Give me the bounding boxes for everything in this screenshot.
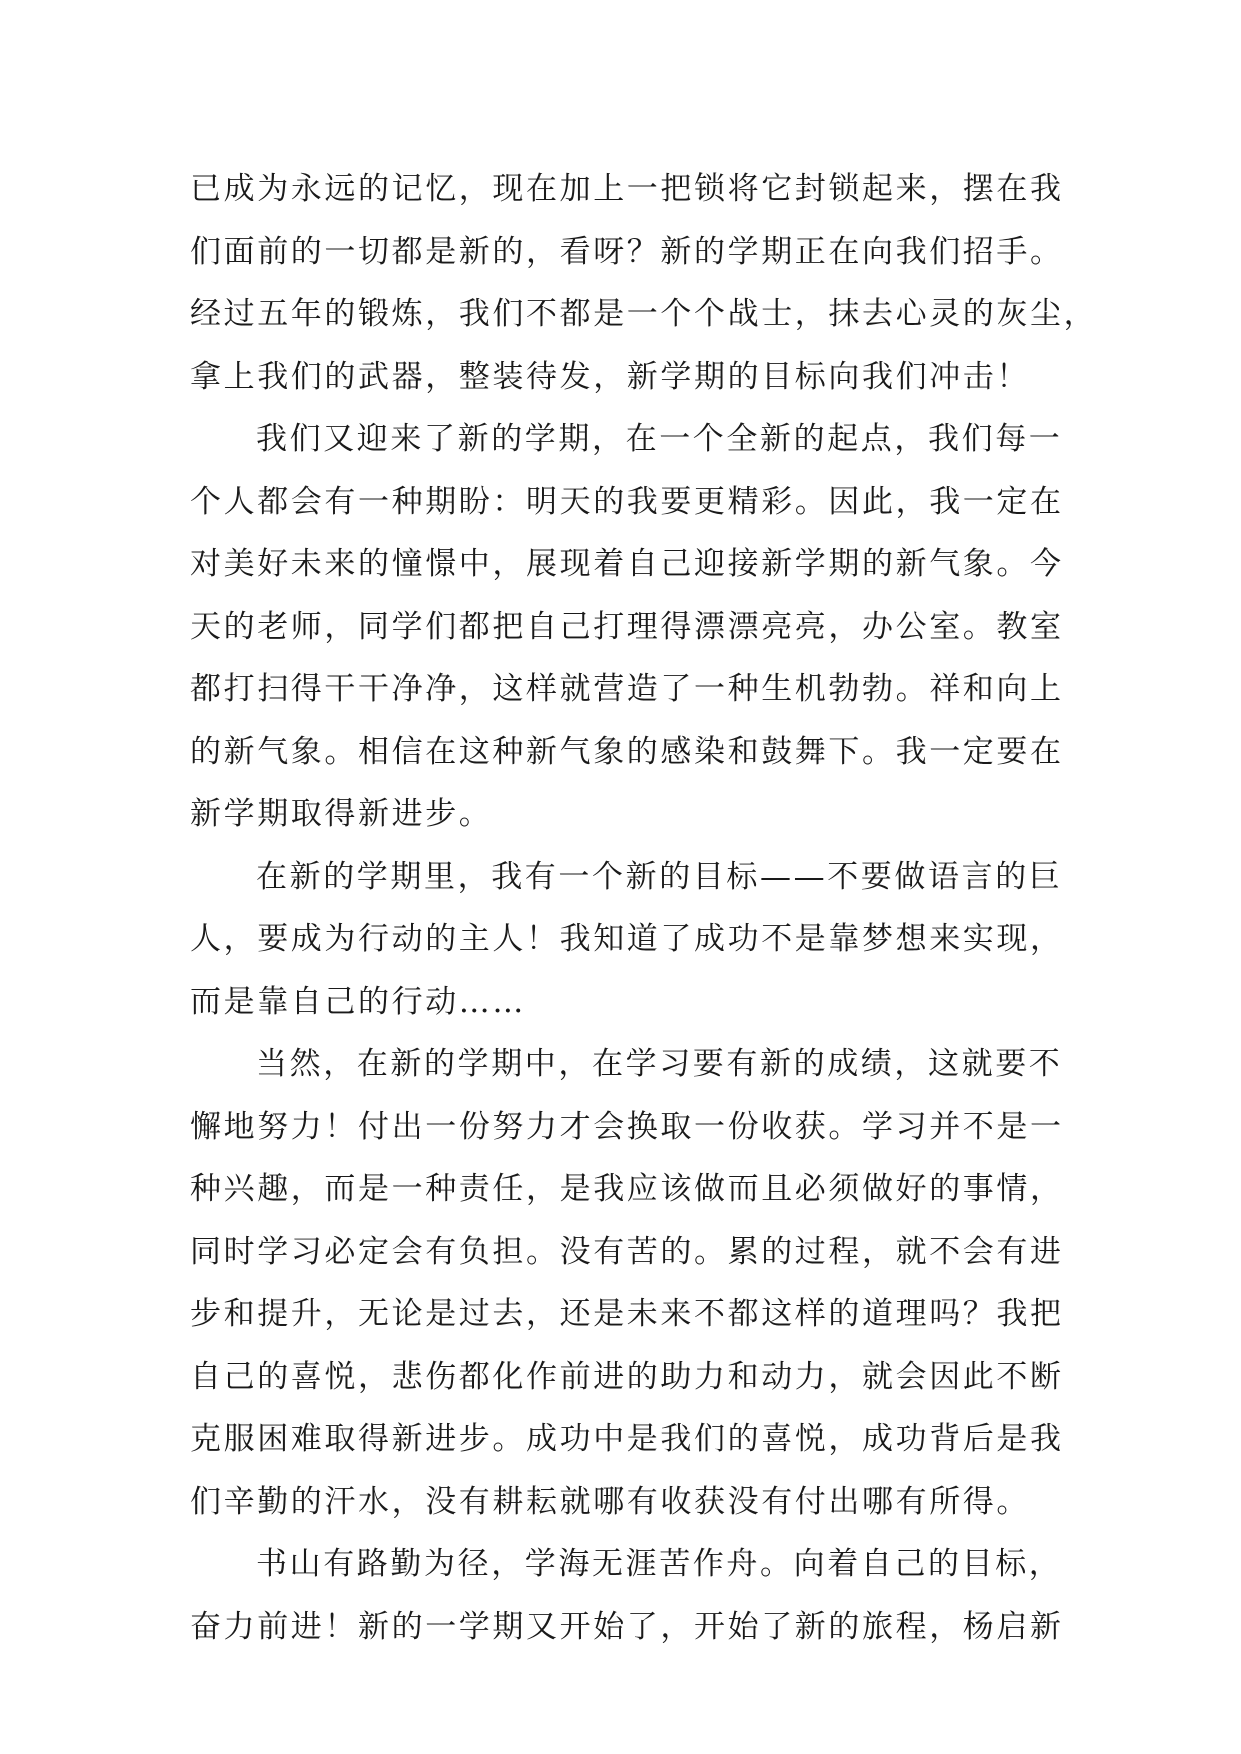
- text-line: 拿上我们的武器，整装待发，新学期的目标向我们冲击！: [190, 358, 1030, 395]
- text-line: 克服困难取得新进步。成功中是我们的喜悦，成功背后是我: [190, 1421, 1064, 1457]
- paragraph-first-line: 书山有路勤为径，学海无涯苦作舟。向着自己的目标，: [256, 1546, 1063, 1582]
- text-line: 人，要成为行动的主人！我知道了成功不是靠梦想来实现，: [190, 921, 1064, 957]
- text-line: 同时学习必定会有负担。没有苦的。累的过程，就不会有进: [190, 1233, 1064, 1270]
- text-line: 懈地努力！付出一份努力才会换取一份收获。学习并不是一: [190, 1108, 1064, 1145]
- text-line: 天的老师，同学们都把自己打理得漂漂亮亮，办公室。教室: [190, 608, 1064, 645]
- text-line: 步和提升，无论是过去，还是未来不都这样的道理吗？我把: [190, 1296, 1064, 1332]
- paragraph-first-line: 我们又迎来了新的学期，在一个全新的起点，我们每一: [256, 421, 1063, 457]
- text-line: 已成为永远的记忆，现在加上一把锁将它封锁起来，摆在我: [190, 171, 1064, 207]
- text-line: 对美好未来的憧憬中，展现着自己迎接新学期的新气象。今: [190, 546, 1064, 582]
- text-line: 经过五年的锻炼，我们不都是一个个战士，抹去心灵的灰尘，: [190, 296, 1098, 332]
- text-line: 而是靠自己的行动……: [190, 983, 526, 1020]
- text-line: 新学期取得新进步。: [190, 796, 493, 832]
- paragraph-first-line: 当然，在新的学期中，在学习要有新的成绩，这就要不: [256, 1046, 1063, 1082]
- text-line: 们面前的一切都是新的，看呀？新的学期正在向我们招手。: [190, 233, 1064, 270]
- text-line: 们辛勤的汗水，没有耕耘就哪有收获没有付出哪有所得。: [190, 1483, 1030, 1520]
- text-line: 自己的喜悦，悲伤都化作前进的助力和动力，就会因此不断: [190, 1358, 1064, 1395]
- text-line: 都打扫得干干净净，这样就营造了一种生机勃勃。祥和向上: [190, 671, 1064, 707]
- text-line: 奋力前进！新的一学期又开始了，开始了新的旅程，杨启新: [190, 1608, 1064, 1645]
- paragraph-first-line: 在新的学期里，我有一个新的目标——不要做语言的巨: [256, 858, 1063, 895]
- document-body: [190, 158, 1098, 1658]
- text-line: 种兴趣，而是一种责任，是我应该做而且必须做好的事情，: [190, 1171, 1064, 1207]
- text-line: 的新气象。相信在这种新气象的感染和鼓舞下。我一定要在: [190, 733, 1064, 770]
- text-line: 个人都会有一种期盼：明天的我要更精彩。因此，我一定在: [190, 483, 1064, 520]
